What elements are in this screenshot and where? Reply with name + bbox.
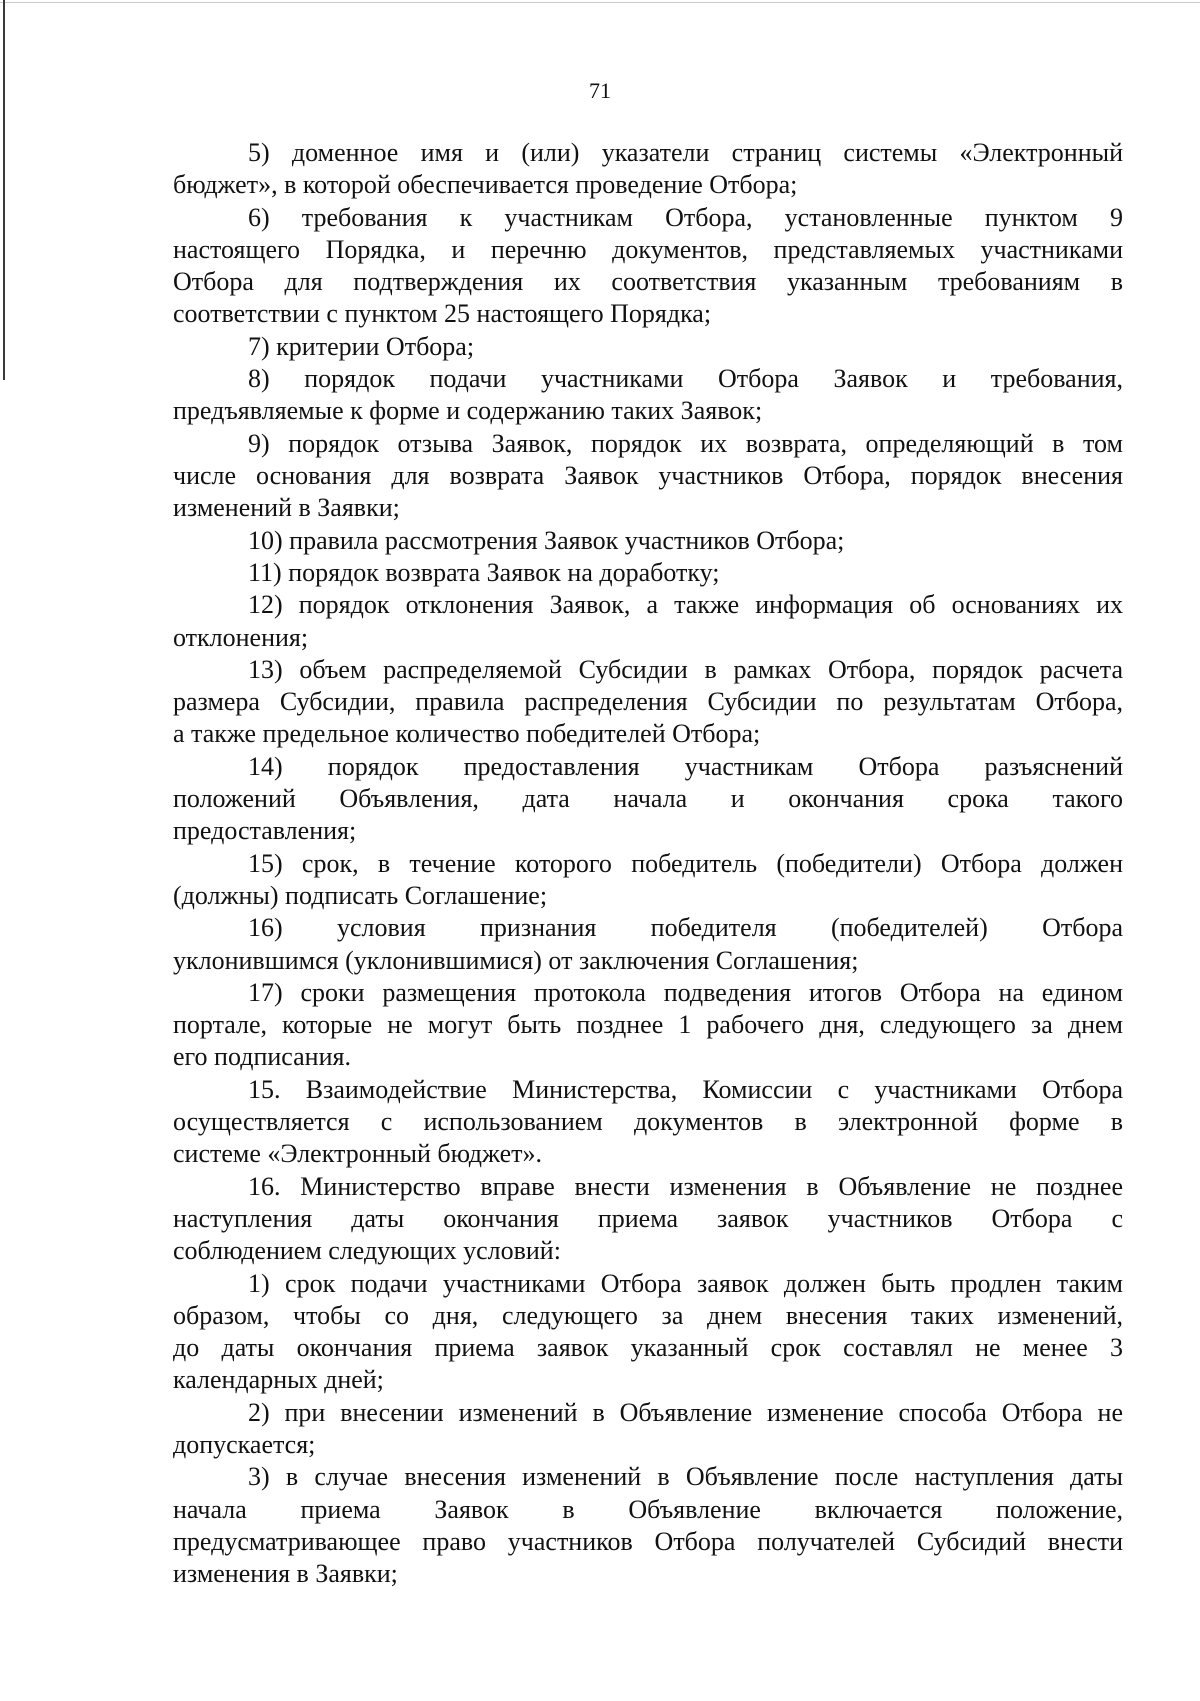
text-line: 8) порядок подачи участниками Отбора Заявок и требования, <box>248 364 1123 393</box>
text-line: 1) срок подачи участниками Отбора заявок должен быть продлен таким <box>248 1269 1123 1298</box>
text-line: числе основания для возврата Заявок участников Отбора, порядок внесения <box>173 461 1123 490</box>
text-line: (должны) подписать Соглашение; <box>173 881 548 910</box>
text-line: предоставления; <box>173 816 357 845</box>
text-line: 12) порядок отклонения Заявок, а также информация об основаниях их <box>248 590 1123 619</box>
scan-edge-top <box>0 2 1200 3</box>
text-line: бюджет», в которой обеспечивается проведение Отбора; <box>173 170 798 199</box>
text-line: портале, которые не могут быть позднее 1 рабочего дня, следующего за днем <box>173 1010 1123 1039</box>
text-line: изменений в Заявки; <box>173 493 400 522</box>
text-line: образом, чтобы со дня, следующего за днем внесения таких изменений, <box>173 1301 1123 1330</box>
text-line: наступления даты окончания приема заявок участников Отбора с <box>173 1204 1123 1233</box>
text-line: 7) критерии Отбора; <box>248 332 475 361</box>
text-line: положений Объявления, дата начала и окончания срока такого <box>173 784 1123 813</box>
text-line: 14) порядок предоставления участникам Отбора разъяснений <box>248 752 1123 781</box>
text-line: размера Субсидии, правила распределения Субсидии по результатам Отбора, <box>173 687 1123 716</box>
text-line: предъявляемые к форме и содержанию таких Заявок; <box>173 396 763 425</box>
text-line: Отбора для подтверждения их соответствия указанным требованиям в <box>173 267 1123 296</box>
text-line: 10) правила рассмотрения Заявок участников Отбора; <box>248 526 845 555</box>
text-line: 6) требования к участникам Отбора, установленные пунктом 9 <box>248 203 1123 232</box>
text-line: 13) объем распределяемой Субсидии в рамках Отбора, порядок расчета <box>248 655 1123 684</box>
text-line: 15. Взаимодействие Министерства, Комиссии с участниками Отбора <box>248 1075 1123 1104</box>
text-line: 3) в случае внесения изменений в Объявление после наступления даты <box>248 1462 1123 1491</box>
text-line: допускается; <box>173 1430 316 1459</box>
text-line: системе «Электронный бюджет». <box>173 1139 542 1168</box>
text-line: отклонения; <box>173 623 309 652</box>
text-line: а также предельное количество победителей Отбора; <box>173 719 761 748</box>
text-line: изменения в Заявки; <box>173 1559 398 1588</box>
text-line: осуществляется с использованием документов в электронной форме в <box>173 1107 1123 1136</box>
page-number: 71 <box>589 78 611 103</box>
text-line: соблюдением следующих условий: <box>173 1236 561 1265</box>
text-line: предусматривающее право участников Отбора получателей Субсидий внести <box>173 1527 1123 1556</box>
text-line: 2) при внесении изменений в Объявление изменение способа Отбора не <box>248 1398 1123 1427</box>
text-line: уклонившимся (уклонившимися) от заключения Соглашения; <box>173 946 859 975</box>
text-line: календарных дней; <box>173 1365 384 1394</box>
text-line: его подписания. <box>173 1042 351 1071</box>
text-line: соответствии с пунктом 25 настоящего Порядка; <box>173 299 712 328</box>
text-line: 15) срок, в течение которого победитель (победители) Отбора должен <box>248 849 1123 878</box>
text-line: 5) доменное имя и (или) указатели страниц системы «Электронный <box>248 138 1123 167</box>
text-line: 17) сроки размещения протокола подведения итогов Отбора на едином <box>248 978 1123 1007</box>
scan-edge-left <box>3 0 5 380</box>
text-line: 16) условия признания победителя (победителей) Отбора <box>248 913 1123 942</box>
text-line: 11) порядок возврата Заявок на доработку; <box>248 558 720 587</box>
text-line: 16. Министерство вправе внести изменения в Объявление не позднее <box>248 1172 1123 1201</box>
text-line: до даты окончания приема заявок указанный срок составлял не менее 3 <box>173 1333 1123 1362</box>
text-line: начала приема Заявок в Объявление включается положение, <box>173 1495 1123 1524</box>
text-line: настоящего Порядка, и перечню документов, представляемых участниками <box>173 235 1123 264</box>
text-line: 9) порядок отзыва Заявок, порядок их возврата, определяющий в том <box>248 429 1123 458</box>
